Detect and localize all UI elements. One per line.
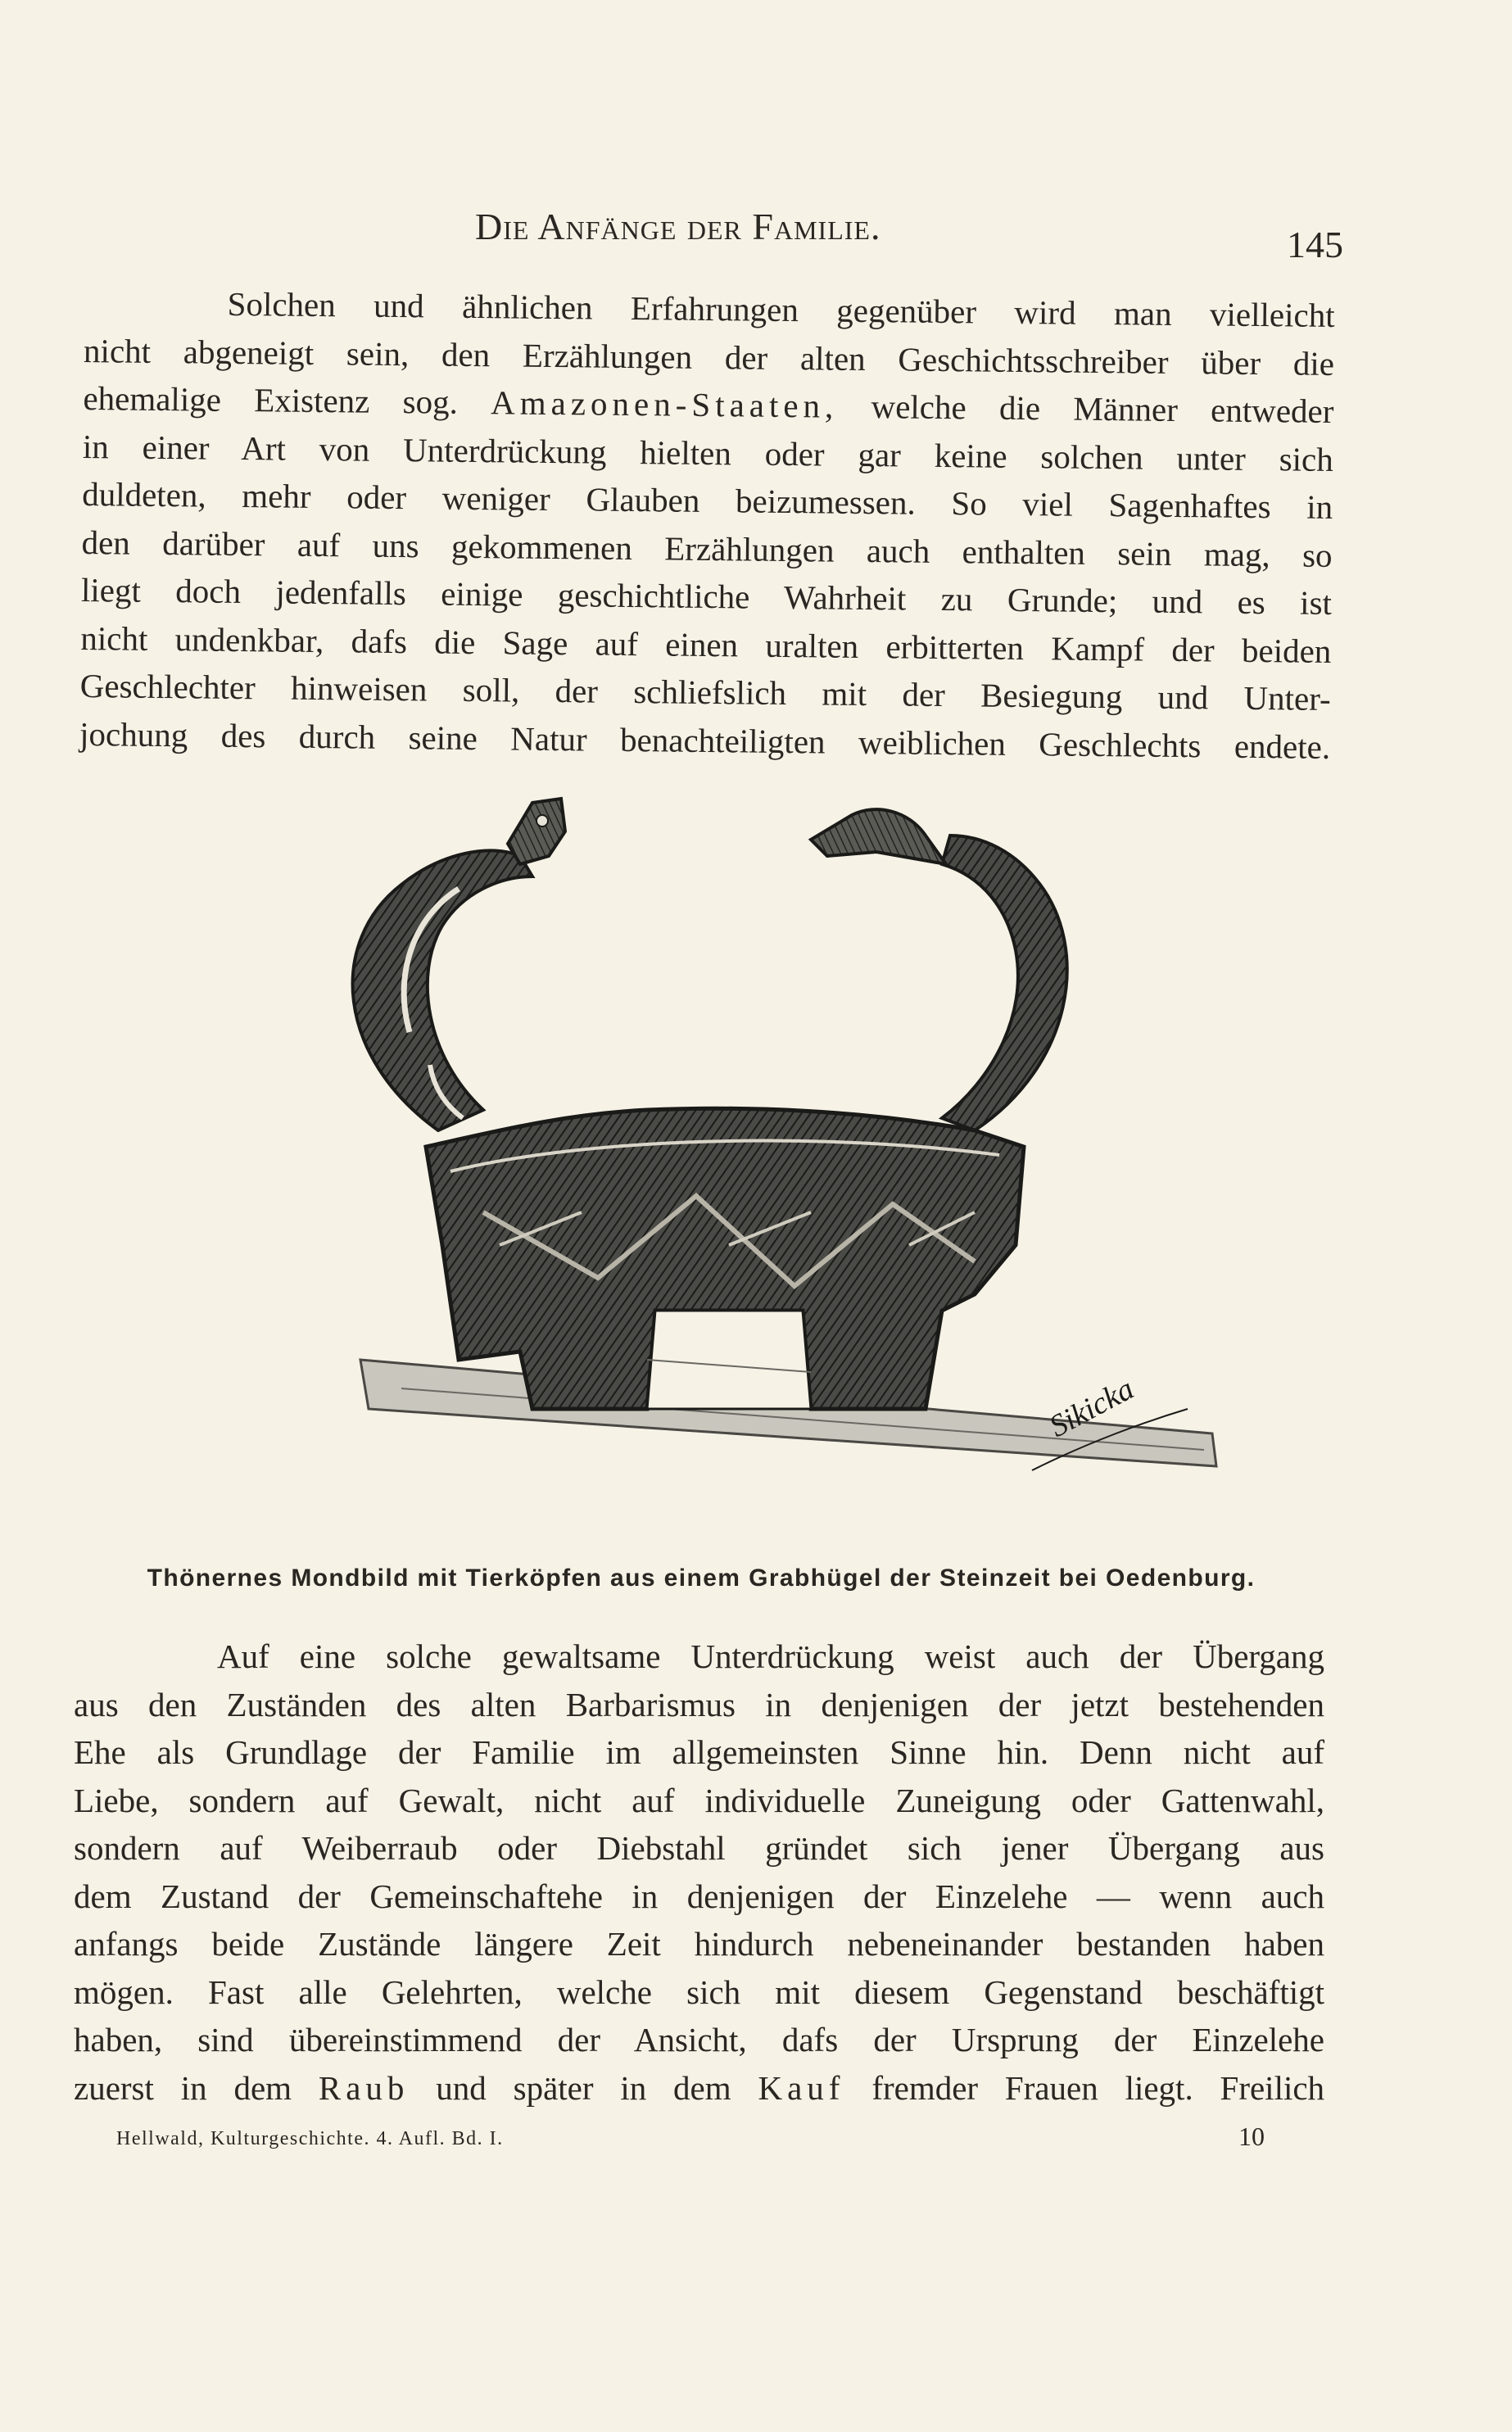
footer-source: Hellwald, Kulturgeschichte. 4. Aufl. Bd. I. xyxy=(116,2128,504,2149)
text-line: Geschlechter hinweisen soll, der schliefslich mit der Besiegung und Unter- xyxy=(79,666,1331,718)
text-line: aus den Zuständen des alten Barbarismus in denjenigen der jetzt bestehenden xyxy=(74,1685,1324,1723)
text-line xyxy=(74,2064,1324,2113)
text-line: Liebe, sondern auf Gewalt, nicht auf individuelle Zuneigung oder Gattenwahl, xyxy=(74,1781,1324,1819)
text-line: in einer Art von Unterdrückung hielten oder gar keine solchen unter sich xyxy=(82,427,1334,478)
text-line: nicht undenkbar, dafs die Sage auf einen uralten erbitterten Kampf der beiden xyxy=(80,618,1332,670)
text-line: duldeten, mehr oder weniger Glauben beizumessen. So viel Sagenhaftes in xyxy=(82,474,1333,526)
paragraph-1 xyxy=(79,279,1335,771)
text-line: haben, sind übereinstimmend der Ansicht, dafs der Ursprung der Einzelehe xyxy=(74,2021,1324,2058)
text-line: anfangs beide Zustände längere Zeit hindurch nebeneinander bestanden haben xyxy=(74,1925,1324,1963)
page-number: 145 xyxy=(1287,224,1343,265)
emphasis-kauf: Kauf xyxy=(758,2068,845,2107)
page-footer xyxy=(116,2122,1263,2163)
moon-idol-engraving xyxy=(238,786,1237,1556)
figure-caption: Thönernes Mondbild mit Tierköpfen aus einem Grabhügel der Steinzeit bei Oedenburg. xyxy=(147,1565,1256,1592)
text-line: Auf eine solche gewaltsame Unterdrückung weist auch der Übergang xyxy=(217,1637,1324,1675)
text-line: Solchen und ähnlichen Erfahrungen gegenüber wird man vielleicht xyxy=(227,284,1335,334)
signature-mark: 10 xyxy=(1238,2122,1265,2151)
running-title: Die Anfänge der Familie. xyxy=(475,206,881,247)
moon-idol-illustration xyxy=(238,786,1237,1556)
text-fragment: welche die Männer entweder xyxy=(871,387,1334,430)
text-line: nicht abgeneigt sein, den Erzählungen der alten Geschichtsschreiber über die xyxy=(83,331,1335,383)
text-fragment: fremder Frauen liegt. Freilich xyxy=(871,2068,1325,2107)
text-line: jochung des durch seine Natur benachteiligten weiblichen Geschlechts endete. xyxy=(79,714,1331,766)
text-line: Ehe als Grundlage der Familie im allgemeinsten Sinne hin. Denn nicht auf xyxy=(74,1733,1324,1771)
paragraph-2 xyxy=(74,1633,1324,2112)
emphasis-amazonen: Amazonen-Staaten, xyxy=(490,383,839,425)
artist-signature: Sikicka xyxy=(1043,1371,1140,1444)
text-line: den darüber auf uns gekommenen Erzählungen auch enthalten sein mag, so xyxy=(81,523,1333,574)
page-header xyxy=(475,205,1343,265)
emphasis-raub: Raub xyxy=(318,2068,410,2107)
text-line: liegt doch jedenfalls einige geschichtliche Wahrheit zu Grunde; und es ist xyxy=(80,570,1333,622)
text-line: sondern auf Weiberraub oder Diebstahl gründet sich jener Übergang aus xyxy=(74,1829,1324,1867)
text-fragment: zuerst in dem xyxy=(74,2068,292,2107)
text-line: mögen. Fast alle Gelehrten, welche sich mit diesem Gegenstand beschäftigt xyxy=(74,1972,1324,2011)
text-line: dem Zustand der Gemeinschaftehe in denjenigen der Einzelehe — wenn auch xyxy=(74,1877,1324,1915)
text-fragment: und später in dem xyxy=(436,2068,731,2107)
text-fragment: ehemalige Existenz sog. xyxy=(83,378,459,421)
